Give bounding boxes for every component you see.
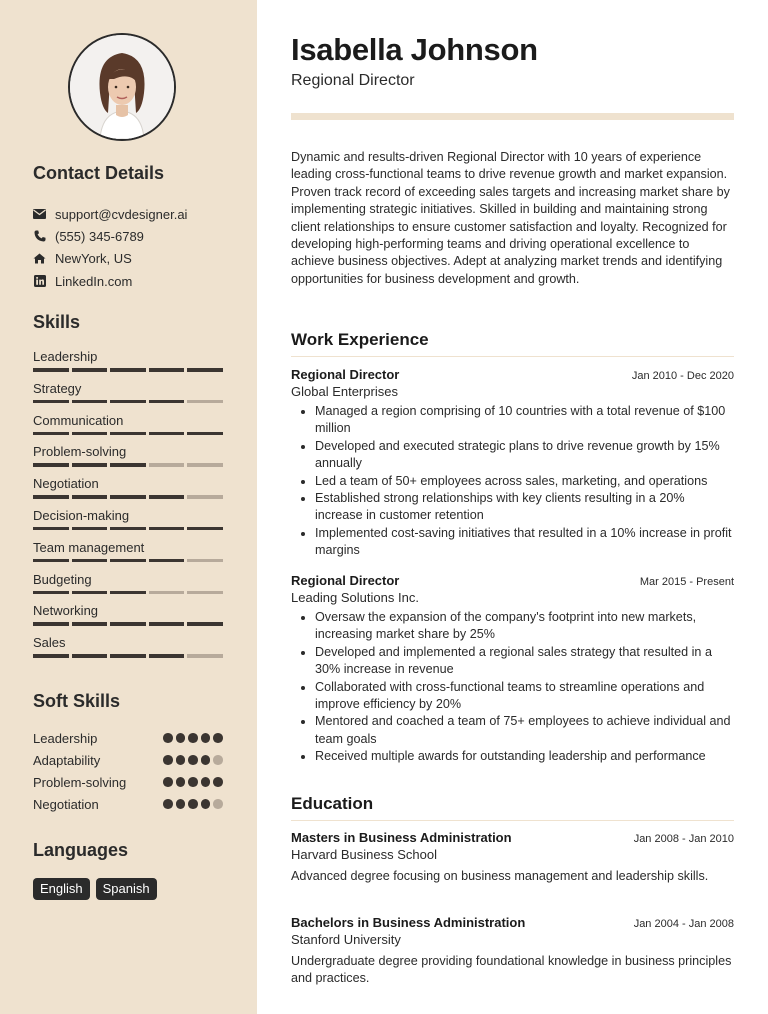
skill-segment-filled — [110, 432, 146, 436]
skill-segment-filled — [149, 559, 185, 563]
skill-name: Problem-solving — [33, 444, 127, 460]
skill-segment-filled — [33, 654, 69, 658]
rating-dot-filled — [213, 777, 223, 787]
education-entry — [291, 915, 734, 988]
skill-segment-filled — [72, 368, 108, 372]
skill-segment-empty — [187, 463, 223, 467]
skill-segment-filled — [110, 654, 146, 658]
job-bullet: • Oversaw the expansion of the company's footprint into new markets, increasing market share by 25% — [315, 609, 734, 644]
profile-photo — [68, 33, 176, 141]
skill-name: Team management — [33, 539, 145, 555]
soft-skills-list — [33, 727, 223, 815]
education-entry — [291, 830, 734, 885]
soft-skill-rating — [163, 755, 223, 765]
skill-segment-filled — [187, 527, 223, 531]
degree-title: Masters in Business Administration — [291, 830, 512, 845]
skill-level-bar — [33, 368, 223, 372]
skill-segment-filled — [72, 400, 108, 404]
contact-location — [33, 248, 243, 270]
job-bullet: • Implemented cost-saving initiatives that resulted in a 10% increase in profit margins — [315, 525, 734, 560]
education-dates: Jan 2008 - Jan 2010 — [633, 833, 734, 845]
skill-level-bar — [33, 400, 223, 404]
skill-segment-filled — [110, 463, 146, 467]
education-dates: Jan 2004 - Jan 2008 — [633, 918, 734, 930]
skill-segment-filled — [149, 654, 185, 658]
job-dates: Mar 2015 - Present — [639, 576, 734, 588]
skills-heading: Skills — [33, 312, 81, 332]
job-dates: Jan 2010 - Dec 2020 — [631, 370, 734, 382]
skill-level-bar — [33, 527, 223, 531]
rating-dot-filled — [163, 733, 173, 743]
main-content — [257, 0, 768, 1014]
job-bullet: • Mentored and coached a team of 75+ employees to achieve individual and team goals — [315, 713, 734, 748]
skill-item — [33, 443, 223, 475]
skill-item — [33, 507, 223, 539]
skill-segment-filled — [149, 622, 185, 626]
skill-segment-filled — [72, 463, 108, 467]
linkedin-icon — [33, 275, 46, 288]
skill-item — [33, 380, 223, 412]
skill-segment-filled — [72, 622, 108, 626]
job-title: Regional Director — [291, 573, 400, 588]
rating-dot-filled — [201, 777, 211, 787]
degree-title: Bachelors in Business Administration — [291, 915, 526, 930]
contact-phone-text: (555) 345-6789 — [55, 228, 144, 244]
skill-segment-filled — [110, 622, 146, 626]
rating-dot-filled — [201, 799, 211, 809]
rating-dot-filled — [163, 799, 173, 809]
job-bullet: • Developed and implemented a regional sales strategy that resulted in a 30% increase in revenue — [315, 644, 734, 679]
skill-item — [33, 475, 223, 507]
contact-heading: Contact Details — [33, 163, 165, 183]
profile-summary: Dynamic and results-driven Regional Director with 10 years of experience leading cross-functional teams to drive revenue growth and market expansion. Proven track record of exceeding sales targets and increasing market share by implementing strategic initiatives. Skilled in building and maintaining strong client relationships to ensure customer satisfaction and loyalty. Recognized for developing high-performing teams and driving operational excellence to achieve business objectives. Adept at analyzing market trends and identifying opportunities for business development and growth. — [291, 150, 730, 286]
job-bullets — [291, 609, 734, 766]
skill-segment-empty — [187, 400, 223, 404]
rating-dot-filled — [201, 733, 211, 743]
skill-segment-empty — [187, 591, 223, 595]
rating-dot-filled — [176, 799, 186, 809]
job-bullets — [291, 403, 734, 560]
skill-segment-empty — [187, 654, 223, 658]
contact-linkedin[interactable] — [33, 270, 243, 292]
skill-segment-filled — [149, 400, 185, 404]
skill-segment-filled — [149, 527, 185, 531]
education-heading: Education — [291, 794, 374, 813]
skill-item — [33, 412, 223, 444]
sidebar — [0, 0, 257, 1014]
skill-item — [33, 634, 223, 666]
skill-segment-filled — [33, 591, 69, 595]
contact-email[interactable] — [33, 203, 243, 225]
soft-skill-name: Negotiation — [33, 796, 99, 812]
soft-skill-item — [33, 749, 223, 771]
contact-email-text: support@cvdesigner.ai — [55, 206, 188, 222]
education-description: Advanced degree focusing on business management and leadership skills. — [291, 869, 709, 883]
skill-segment-empty — [149, 591, 185, 595]
skill-name: Communication — [33, 412, 124, 428]
skill-item — [33, 571, 223, 603]
section-divider — [291, 820, 734, 821]
skill-segment-filled — [72, 527, 108, 531]
skill-level-bar — [33, 495, 223, 499]
skill-segment-filled — [33, 622, 69, 626]
soft-skill-item — [33, 727, 223, 749]
job-bullet: • Led a team of 50+ employees across sales, marketing, and operations — [315, 473, 734, 490]
skill-segment-filled — [110, 495, 146, 499]
skill-segment-filled — [33, 463, 69, 467]
job-bullet: • Developed and executed strategic plans to drive revenue growth by 15% annually — [315, 438, 734, 473]
skill-segment-filled — [72, 559, 108, 563]
skill-level-bar — [33, 622, 223, 626]
job-bullet: • Established strong relationships with key clients resulting in a 20% increase in customer retention — [315, 490, 734, 525]
skill-item — [33, 348, 223, 380]
candidate-role: Regional Director — [291, 72, 415, 89]
skill-name: Negotiation — [33, 476, 99, 492]
skill-level-bar — [33, 463, 223, 467]
rating-dot-empty — [213, 799, 223, 809]
candidate-name: Isabella Johnson — [291, 32, 538, 67]
home-icon — [33, 252, 46, 265]
soft-skill-item — [33, 771, 223, 793]
languages-heading: Languages — [33, 840, 129, 860]
job-company: Global Enterprises — [291, 384, 398, 399]
skill-segment-filled — [72, 654, 108, 658]
rating-dot-filled — [163, 755, 173, 765]
language-badge: English — [33, 878, 90, 900]
skill-segment-empty — [149, 463, 185, 467]
contact-linkedin-text: LinkedIn.com — [55, 273, 133, 289]
skill-item — [33, 602, 223, 634]
soft-skill-name: Leadership — [33, 730, 98, 746]
rating-dot-filled — [188, 777, 198, 787]
skill-segment-filled — [72, 591, 108, 595]
job-bullet: • Collaborated with cross-functional teams to streamline operations and improve efficiency by 20% — [315, 679, 734, 714]
skill-segment-empty — [187, 495, 223, 499]
rating-dot-filled — [163, 777, 173, 787]
portrait-image — [70, 35, 174, 139]
rating-dot-filled — [188, 733, 198, 743]
skill-segment-filled — [72, 432, 108, 436]
work-experience-heading: Work Experience — [291, 330, 429, 349]
skill-level-bar — [33, 591, 223, 595]
rating-dot-filled — [176, 777, 186, 787]
rating-dot-empty — [213, 755, 223, 765]
soft-skill-rating — [163, 777, 223, 787]
skill-segment-filled — [149, 368, 185, 372]
skill-segment-filled — [149, 432, 185, 436]
skill-item — [33, 539, 223, 571]
skill-name: Networking — [33, 603, 99, 619]
envelope-icon — [33, 208, 46, 221]
soft-skill-rating — [163, 733, 223, 743]
soft-skill-item — [33, 793, 223, 815]
contact-list — [33, 203, 243, 292]
skill-name: Strategy — [33, 380, 82, 396]
skill-level-bar — [33, 654, 223, 658]
skill-segment-filled — [187, 622, 223, 626]
contact-location-text: NewYork, US — [55, 251, 132, 267]
rating-dot-filled — [176, 733, 186, 743]
skill-segment-filled — [33, 400, 69, 404]
skill-segment-filled — [33, 495, 69, 499]
section-divider — [291, 356, 734, 357]
skill-segment-filled — [110, 368, 146, 372]
soft-skill-name: Problem-solving — [33, 774, 127, 790]
education-description: Undergraduate degree providing foundational knowledge in business principles and practices. — [291, 954, 732, 986]
skill-segment-empty — [187, 559, 223, 563]
skills-list — [33, 348, 223, 666]
skill-name: Decision-making — [33, 507, 130, 523]
phone-icon — [33, 230, 46, 243]
skill-segment-filled — [110, 591, 146, 595]
skill-level-bar — [33, 559, 223, 563]
job-title: Regional Director — [291, 367, 400, 382]
rating-dot-filled — [188, 799, 198, 809]
job-bullet: • Managed a region comprising of 10 countries with a total revenue of $100 million — [315, 403, 734, 438]
skill-segment-filled — [110, 559, 146, 563]
skill-segment-filled — [187, 368, 223, 372]
skill-segment-filled — [187, 432, 223, 436]
rating-dot-filled — [201, 755, 211, 765]
contact-phone[interactable] — [33, 225, 243, 247]
job-bullet: • Received multiple awards for outstanding leadership and performance — [315, 748, 734, 765]
soft-skill-rating — [163, 799, 223, 809]
school-name: Stanford University — [291, 932, 401, 947]
header-divider — [291, 113, 734, 120]
skill-name: Leadership — [33, 349, 98, 364]
job-entry — [291, 573, 734, 766]
skill-segment-filled — [149, 495, 185, 499]
rating-dot-filled — [213, 733, 223, 743]
skill-segment-filled — [110, 400, 146, 404]
school-name: Harvard Business School — [291, 847, 437, 862]
job-entry — [291, 367, 734, 560]
job-company: Leading Solutions Inc. — [291, 590, 419, 605]
soft-skills-heading: Soft Skills — [33, 691, 121, 711]
rating-dot-filled — [188, 755, 198, 765]
languages-list — [33, 878, 157, 900]
skill-segment-filled — [33, 559, 69, 563]
skill-level-bar — [33, 432, 223, 436]
skill-segment-filled — [33, 368, 69, 372]
skill-segment-filled — [33, 432, 69, 436]
rating-dot-filled — [176, 755, 186, 765]
language-badge: Spanish — [96, 878, 157, 900]
skill-segment-filled — [110, 527, 146, 531]
skill-segment-filled — [33, 527, 69, 531]
soft-skill-name: Adaptability — [33, 752, 101, 768]
skill-name: Sales — [33, 635, 66, 651]
skill-name: Budgeting — [33, 571, 92, 587]
skill-segment-filled — [72, 495, 108, 499]
